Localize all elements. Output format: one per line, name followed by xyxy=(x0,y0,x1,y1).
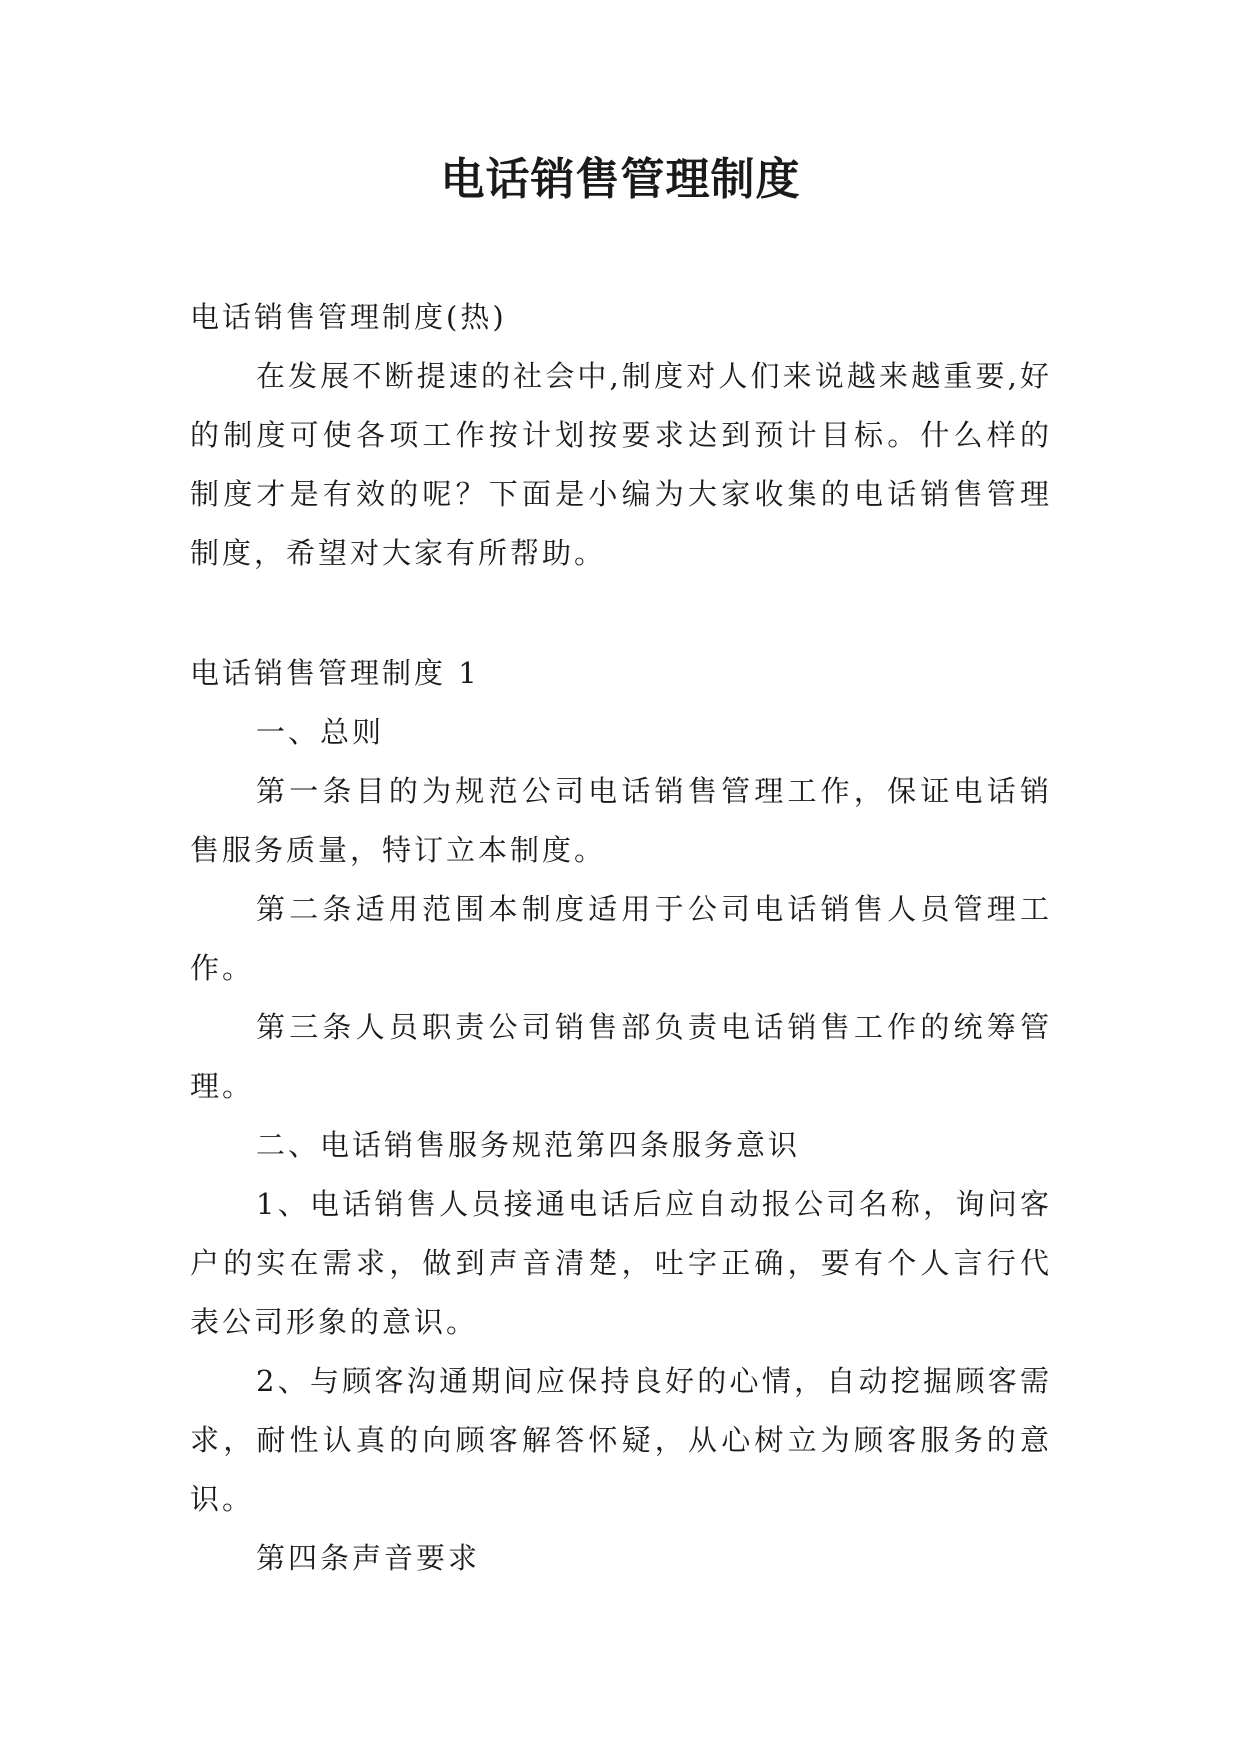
intro-paragraph: 在发展不断提速的社会中,制度对人们来说越来越重要,好的制度可使各项工作按计划按要求达到预计目标。什么样的制度才是有效的呢？下面是小编为大家收集的电话销售管理制度，希望对大家有所帮助。 xyxy=(190,359,1052,570)
article-general-heading: 一、总则 xyxy=(256,715,385,749)
section-heading: 电话销售管理制度 1 xyxy=(190,656,480,690)
article-2-paragraph: 第二条适用范围本制度适用于公司电话销售人员管理工作。 xyxy=(190,892,1052,985)
service-item-1-paragraph: 1、电话销售人员接通电话后应自动报公司名称，询问客户的实在需求，做到声音清楚，吐字正确，要有个人言行代表公司形象的意识。 xyxy=(190,1187,1052,1339)
document-subtitle: 电话销售管理制度(热) xyxy=(190,300,507,334)
document-body xyxy=(190,288,1052,1588)
voice-requirement-heading: 第四条声音要求 xyxy=(256,1541,481,1575)
document-title: 电话销售管理制度 xyxy=(440,154,801,205)
service-item-2-paragraph: 2、与顾客沟通期间应保持良好的心情，自动挖掘顾客需求，耐性认真的向顾客解答怀疑，从心树立为顾客服务的意识。 xyxy=(190,1364,1052,1516)
article-1-paragraph: 第一条目的为规范公司电话销售管理工作，保证电话销售服务质量，特订立本制度。 xyxy=(190,774,1052,867)
service-norms-heading: 二、电话销售服务规范第四条服务意识 xyxy=(256,1128,801,1162)
article-3-paragraph: 第三条人员职责公司销售部负责电话销售工作的统筹管理。 xyxy=(190,1010,1052,1103)
